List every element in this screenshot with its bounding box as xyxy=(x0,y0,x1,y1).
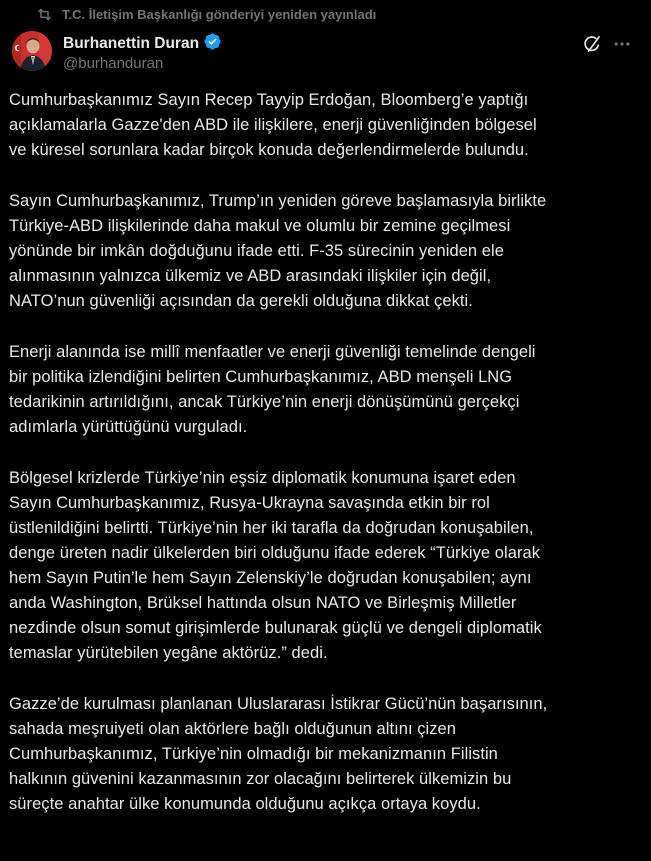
tweet-line: Sayın Cumhurbaşkanımız, Trump’ın yeniden göreve başlamasıyla birlikte xyxy=(9,192,547,210)
tweet-line: denge üreten nadir ülkelerden biri olduğunu ifade ederek “Türkiye olarak xyxy=(9,544,541,562)
retweet-header[interactable] xyxy=(36,7,376,22)
tweet-line: yönünde bir imkân doğduğunu ifade etti. F-35 sürecinin yeniden ele xyxy=(9,242,504,260)
tweet-line: bir politika izlendiğini belirten Cumhurbaşkanımız, ABD menşeli LNG xyxy=(9,368,513,386)
tweet-paragraph xyxy=(9,466,649,666)
tweet-line: Enerji alanında ise millî menfaatler ve enerji güvenliği temelinde dengeli xyxy=(9,343,536,361)
tweet-line: tedarikinin artırıldığını, ancak Türkiye’nin enerji dönüşümünü gerçekçi xyxy=(9,393,520,411)
tweet-line: Sayın Cumhurbaşkanımız, Rusya-Ukrayna savaşında etkin bir rol xyxy=(9,494,490,512)
tweet-line: Gazze’de kurulması planlanan Uluslararası İstikrar Gücü’nün başarısının, xyxy=(9,695,548,713)
tweet-line: Türkiye-ABD ilişkilerinde daha makul ve olumlu bir zemine geçilmesi xyxy=(9,217,511,235)
avatar[interactable] xyxy=(12,31,52,71)
tweet-line: NATO’nun güvenliği açısından da gerekli olduğuna dikkat çekti. xyxy=(9,292,473,310)
tweet-line: sahada meşruiyeti olan aktörlere bağlı olduğunun altını çizen xyxy=(9,720,456,738)
tweet-line: açıklamalarla Gazze'den ABD ile ilişkilere, enerji güvenliğinden bölgesel xyxy=(9,116,537,134)
tweet-paragraph xyxy=(9,189,649,314)
tweet-line: Cumhurbaşkanımız, Türkiye’nin olmadığı bir mekanizmanın Filistin xyxy=(9,745,498,763)
author-handle[interactable]: @burhanduran xyxy=(63,55,164,72)
tweet-line: hem Sayın Putin’le hem Sayın Zelenskiy’le doğrudan konuşabilen; aynı xyxy=(9,569,532,587)
verified-badge-icon xyxy=(203,32,222,56)
tweet-paragraph xyxy=(9,340,649,440)
tweet-line: nezdinde olsun somut girişimlerde bulunarak güçlü ve dengeli diplomatik xyxy=(9,619,542,637)
tweet-line: ve küresel sorunlara kadar birçok konuda değerlendirmelerde bulundu. xyxy=(9,141,529,159)
tweet-line: adımlarla yürüttüğünü vurguladı. xyxy=(9,418,248,436)
retweet-text: T.C. İletişim Başkanlığı gönderiyi yeniden yayınladı xyxy=(62,7,377,22)
tweet-line: temaslar yürütebilen yegâne aktörüz.” dedi. xyxy=(9,644,328,662)
author-display-name[interactable]: Burhanettin Duran xyxy=(63,35,200,52)
tweet-paragraph xyxy=(9,692,649,817)
tweet-line: süreçte anahtar ülke konumunda olduğunu açıkça ortaya koydu. xyxy=(9,795,481,813)
more-icon[interactable] xyxy=(608,30,636,58)
author-name-row[interactable] xyxy=(63,32,222,56)
tweet-text xyxy=(9,88,649,843)
tweet-line: alınmasının yalnızca ülkemiz ve ABD arasındaki ilişkiler için değil, xyxy=(9,267,492,285)
tweet-line: Cumhurbaşkanımız Sayın Recep Tayyip Erdoğan, Bloomberg’e yaptığı xyxy=(9,91,529,109)
retweet-icon xyxy=(36,7,53,22)
tweet-line: Bölgesel krizlerde Türkiye’nin eşsiz diplomatik konumuna işaret eden xyxy=(9,469,516,487)
tweet-line: üstlenildiğini belirtti. Türkiye’nin her iki tarafla da doğrudan konuşabilen, xyxy=(9,519,534,537)
grok-icon[interactable] xyxy=(578,30,606,58)
tweet-paragraph xyxy=(9,88,649,163)
tweet-line: anda Washington, Brüksel hattında olsun NATO ve Birleşmiş Milletler xyxy=(9,594,517,612)
tweet-line: halkının güvenini kazanmasının zor olacağını belirterek ülkemizin bu xyxy=(9,770,512,788)
